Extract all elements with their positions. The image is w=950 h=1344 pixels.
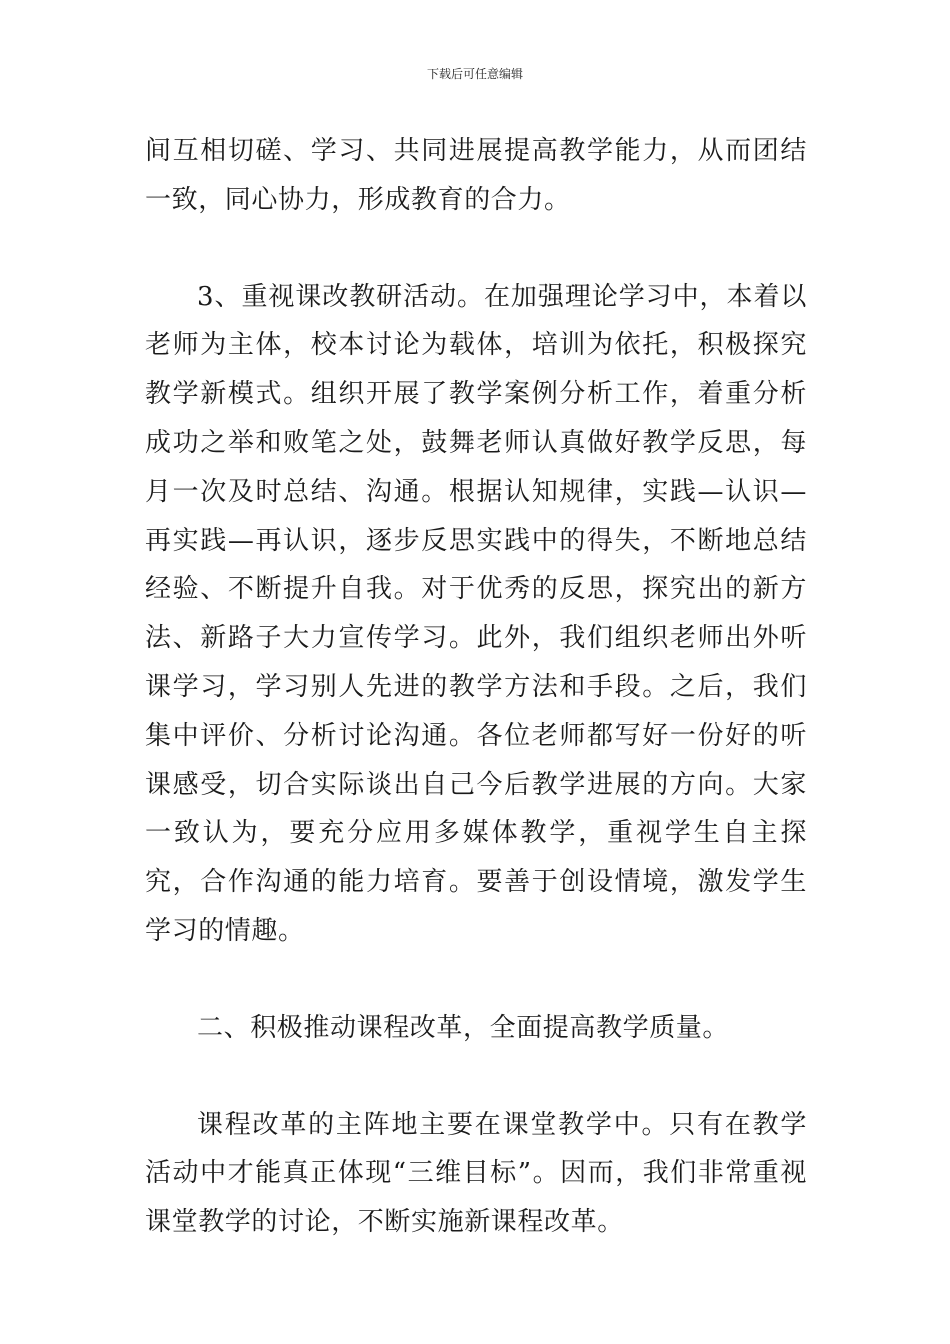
paragraph-curriculum-reform: 课程改革的主阵地主要在课堂教学中。只有在教学活动中才能真正体现“三维目标”。因而，我们非常重视课堂教学的讨论，不断实施新课程改革。: [145, 1109, 807, 1238]
page-header: 下载后可任意编辑: [426, 67, 523, 81]
paragraph-teaching-research: 3、重视课改教研活动。在加强理论学习中，本着以老师为主体，校本讨论为载体，培训为依托，积极探究教学新模式。组织开展了教学案例分析工作，着重分析成功之举和败笔之处，鼓舞老师认真做好教学反思，每月一次及时总结、沟通。根据认知规律，实践—认识—再实践—再认识，逐步反思实践中的得失，不断地总结经验、不断提升自我。对于优秀的反思，探究出的新方法、新路子大力宣传学习。此外，我们组织老师出外听课学习，学习别人先进的教学方法和手段。之后，我们集中评价、分析讨论沟通。各位老师都写好一份好的听课感受，切合实际谈出自己今后教学进展的方向。大家一致认为，要充分应用多媒体教学，重视学生自主探究，合作沟通的能力培育。要善于创设情境，激发学生学习的情趣。: [145, 281, 807, 946]
document-body: [145, 127, 807, 1247]
paragraph-continuation: 间互相切磋、学习、共同进展提高教学能力，从而团结一致，同心协力，形成教育的合力。: [145, 136, 807, 215]
section-heading: 二、积极推动课程改革，全面提高教学质量。: [197, 1012, 730, 1043]
